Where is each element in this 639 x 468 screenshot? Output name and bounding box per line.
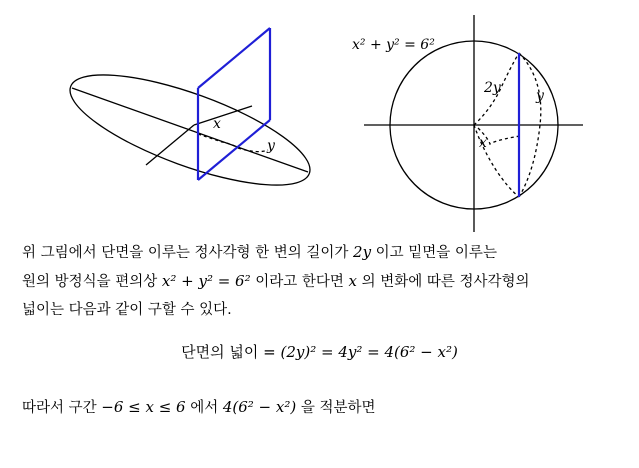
equation-math: (2y)² = 4y² = 4(6² − x²)	[280, 343, 458, 361]
text-segment: 따라서 구간	[22, 400, 102, 416]
paragraph-line-1	[22, 238, 497, 267]
text-segment: 원의 방정식을 편의상	[22, 274, 162, 290]
cross-chord	[146, 125, 194, 165]
right-2y-label: 2y	[484, 80, 501, 96]
text-segment: 을 적분하면	[296, 400, 376, 416]
dashed-arc	[198, 134, 238, 148]
text-segment: 이라고 한다면	[250, 274, 349, 290]
equation-label: 단면의 넓이 =	[181, 343, 281, 361]
text-segment: 위 그림에서 단면을 이루는 정사각형 한 변의 길이가	[22, 245, 354, 261]
square-cross-section	[198, 28, 270, 180]
paragraph-line-5	[22, 393, 375, 422]
math-circle-equation: x² + y² = 6²	[161, 272, 251, 290]
left-solid-sketch	[58, 53, 321, 208]
chord-lower	[194, 106, 252, 125]
math-interval: −6 ≤ x ≤ 6	[101, 398, 186, 416]
text-segment: 이고 밑면을 이루는	[371, 245, 497, 261]
math-x: x	[348, 272, 357, 290]
right-y-label: y	[536, 88, 544, 104]
text-segment: 의 변화에 따른 정사각형의	[356, 274, 530, 290]
area-equation	[0, 341, 639, 362]
paragraph-line-3	[22, 296, 232, 324]
left-x-label: x	[213, 116, 221, 132]
left-y-label: y	[267, 138, 275, 154]
math-integrand: 4(6² − x²)	[222, 398, 297, 416]
text-segment: 에서	[185, 400, 223, 416]
right-x-label: x	[479, 135, 487, 151]
text-segment: 넓이는 다음과 같이 구할 수 있다.	[22, 302, 232, 318]
circle-equation: x² + y² = 6²	[352, 37, 435, 53]
paragraph-line-2	[22, 267, 529, 296]
math-2y: 2y	[353, 243, 372, 261]
